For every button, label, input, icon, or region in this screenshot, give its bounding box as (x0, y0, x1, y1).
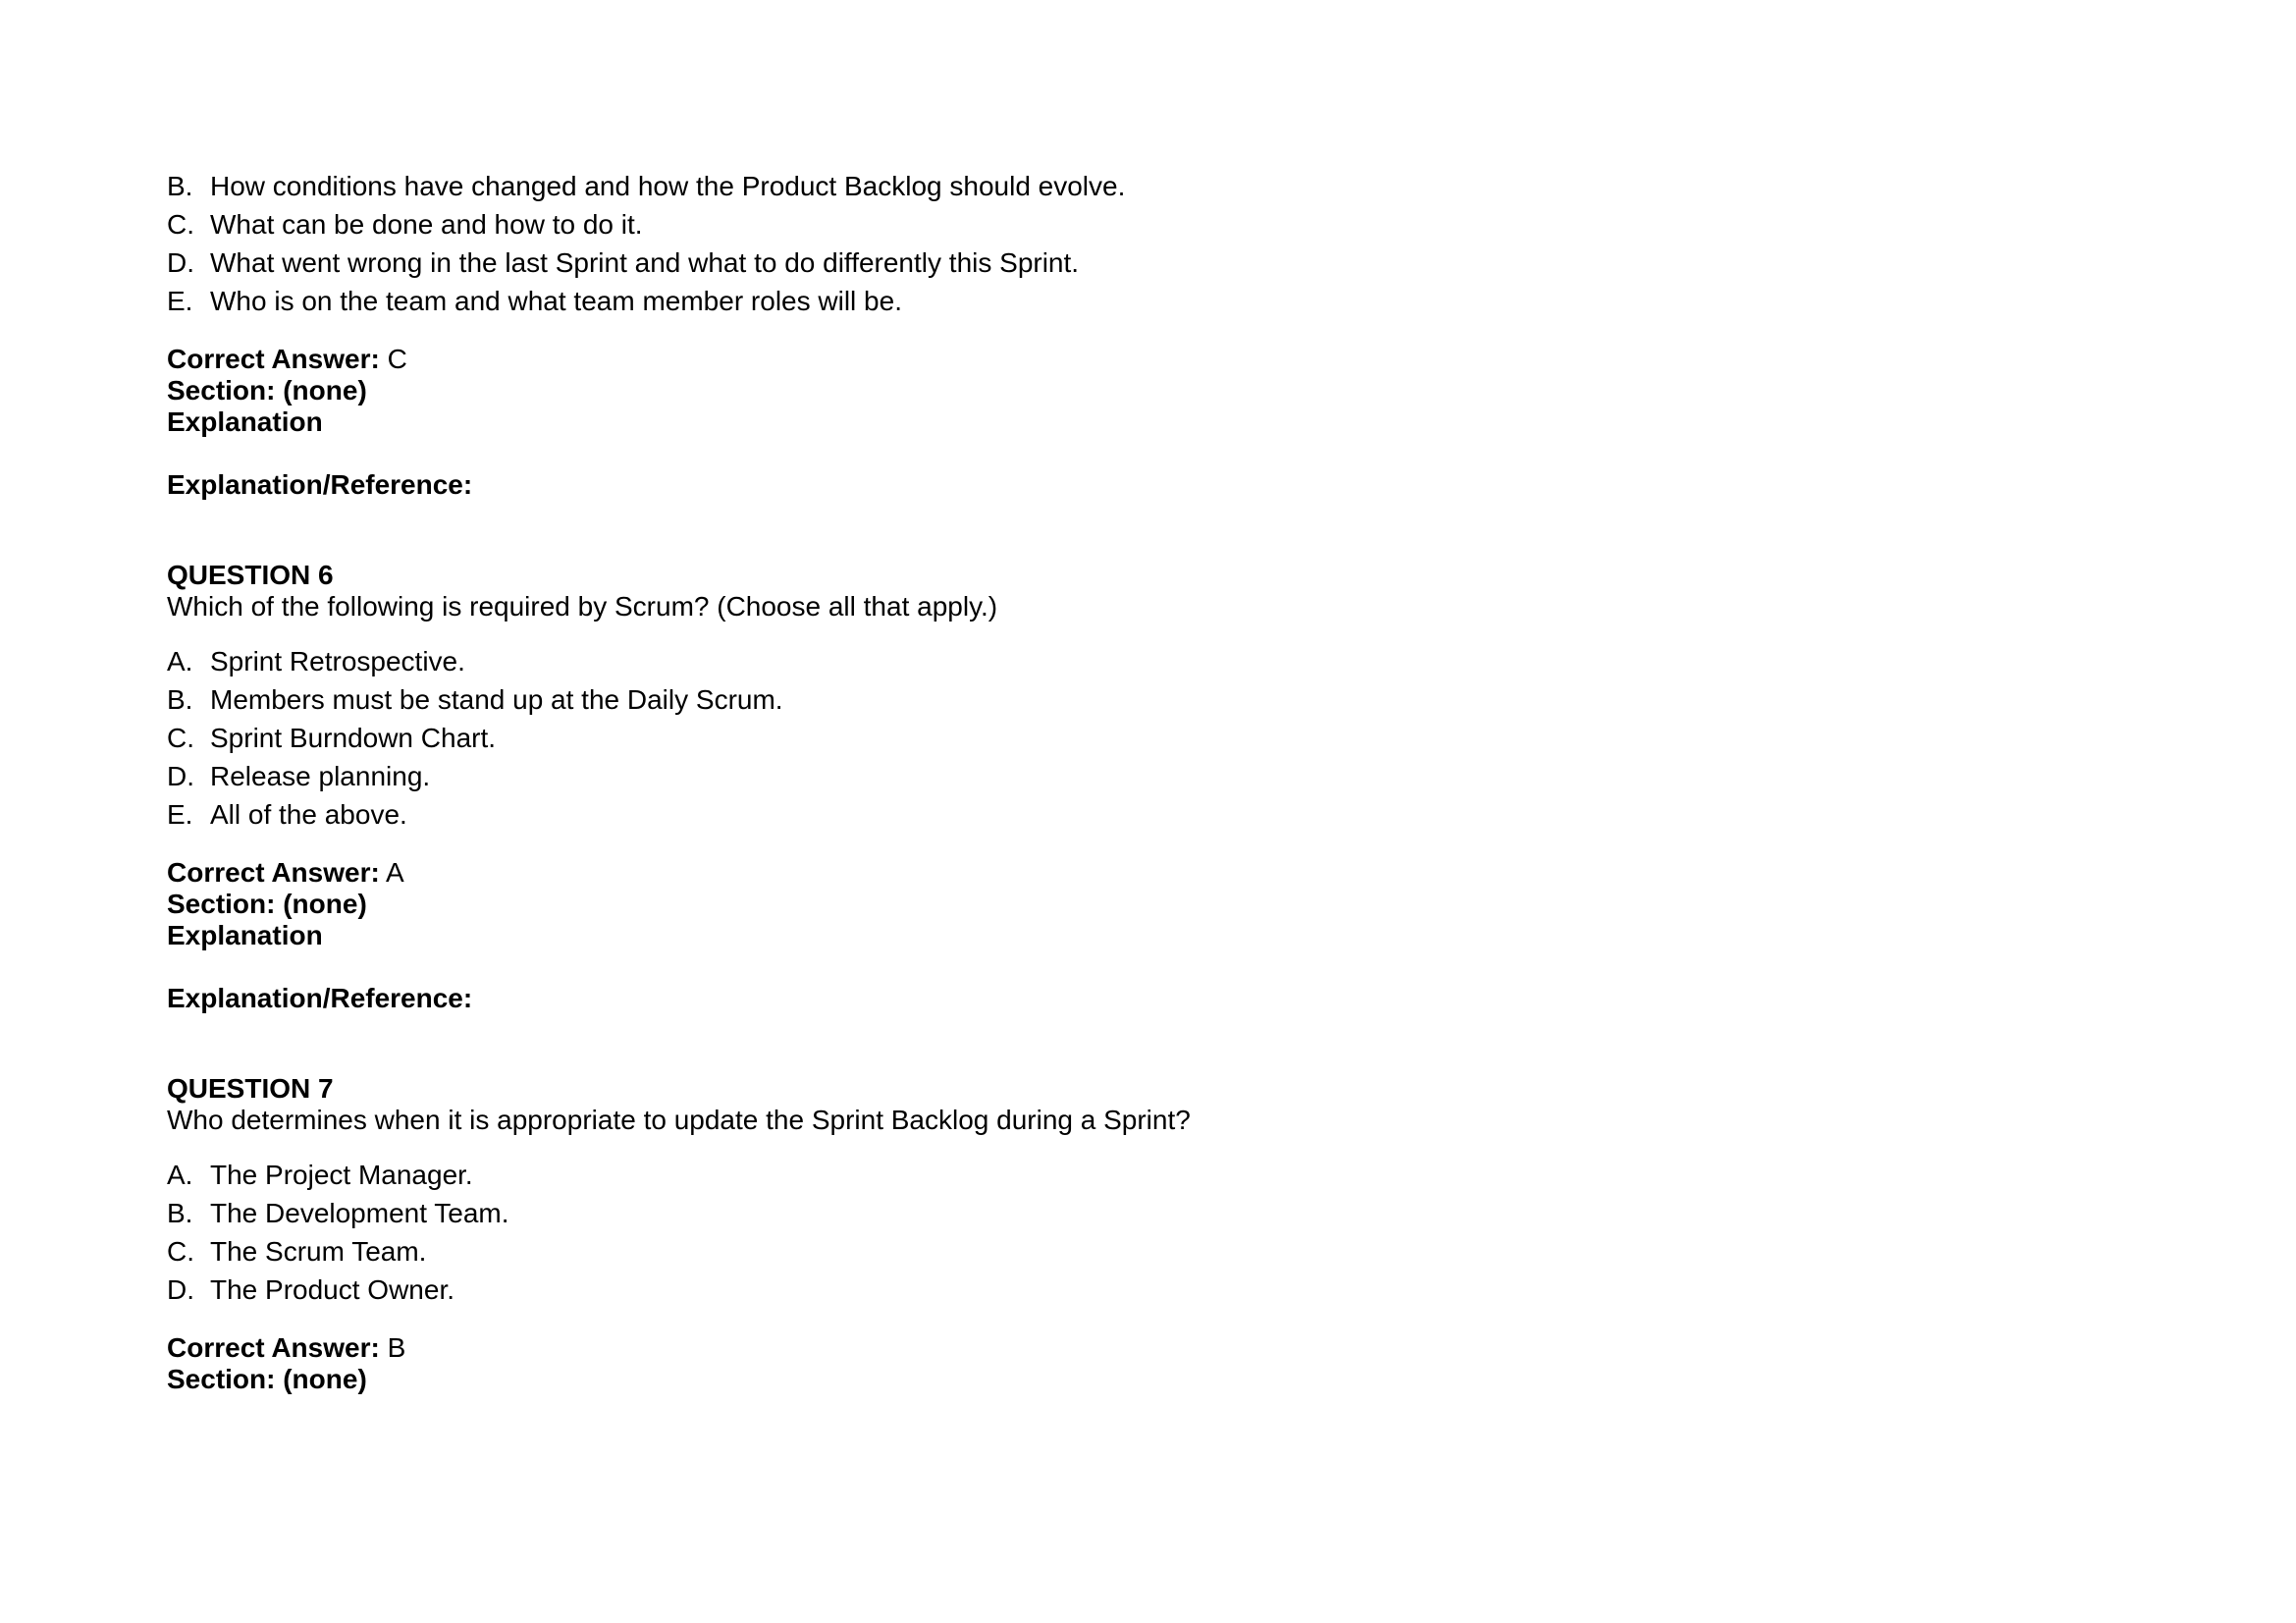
question-title: QUESTION 6 (167, 560, 334, 590)
question-options (167, 1156, 2130, 1309)
question-7 (167, 1073, 2130, 1395)
section-line: Section: (none) (167, 1364, 367, 1394)
option-letter: C. (167, 723, 194, 753)
option-text: Sprint Retrospective. (210, 646, 465, 676)
correct-answer-label: Correct Answer: (167, 1332, 380, 1363)
option-d (167, 243, 2130, 282)
section-line: Section: (none) (167, 375, 367, 406)
option-text: The Development Team. (210, 1198, 509, 1228)
correct-answer-value: A (386, 857, 404, 888)
option-letter: A. (167, 646, 193, 676)
option-letter: C. (167, 1236, 194, 1267)
section-line: Section: (none) (167, 889, 367, 919)
option-text: What can be done and how to do it. (210, 209, 643, 240)
correct-answer-line (167, 1332, 2130, 1364)
correct-answer-label: Correct Answer: (167, 344, 380, 374)
option-text: The Project Manager. (210, 1160, 473, 1190)
option-letter: C. (167, 209, 194, 240)
explanation-reference-heading: Explanation/Reference: (167, 983, 473, 1013)
prev-question-options (167, 167, 2130, 320)
option-text: Release planning. (210, 761, 431, 791)
option-e (167, 795, 2130, 834)
explanation-reference-heading: Explanation/Reference: (167, 469, 473, 500)
explanation-heading: Explanation (167, 920, 323, 950)
option-c (167, 205, 2130, 243)
option-letter: D. (167, 1274, 194, 1305)
question-options (167, 642, 2130, 834)
option-letter: D. (167, 761, 194, 791)
prev-question-answer-block (167, 344, 2130, 438)
option-letter: D. (167, 247, 194, 278)
question-title: QUESTION 7 (167, 1073, 334, 1104)
option-letter: B. (167, 1198, 193, 1228)
option-text: Who is on the team and what team member roles will be. (210, 286, 902, 316)
correct-answer-line (167, 344, 2130, 375)
question-text: Which of the following is required by Scrum? (Choose all that apply.) (167, 591, 998, 622)
question-text: Who determines when it is appropriate to update the Sprint Backlog during a Sprint? (167, 1105, 1191, 1135)
option-text: Members must be stand up at the Daily Scrum. (210, 684, 783, 715)
option-c (167, 1232, 2130, 1271)
option-letter: A. (167, 1160, 193, 1190)
option-text: Sprint Burndown Chart. (210, 723, 497, 753)
option-text: The Scrum Team. (210, 1236, 427, 1267)
option-letter: E. (167, 799, 193, 830)
correct-answer-label: Correct Answer: (167, 857, 380, 888)
question-6 (167, 560, 2130, 1014)
option-text: All of the above. (210, 799, 407, 830)
option-a (167, 642, 2130, 680)
question-answer-block (167, 857, 2130, 951)
option-text: What went wrong in the last Sprint and what to do differently this Sprint. (210, 247, 1080, 278)
correct-answer-value: B (387, 1332, 406, 1363)
explanation-heading: Explanation (167, 406, 323, 437)
question-answer-block (167, 1332, 2130, 1395)
option-e (167, 282, 2130, 320)
option-a (167, 1156, 2130, 1194)
option-text: How conditions have changed and how the Product Backlog should evolve. (210, 171, 1126, 201)
option-c (167, 719, 2130, 757)
option-letter: B. (167, 171, 193, 201)
option-letter: E. (167, 286, 193, 316)
option-b (167, 167, 2130, 205)
option-letter: B. (167, 684, 193, 715)
option-d (167, 757, 2130, 795)
correct-answer-line (167, 857, 2130, 889)
correct-answer-value: C (387, 344, 407, 374)
option-b (167, 1194, 2130, 1232)
option-d (167, 1271, 2130, 1309)
option-text: The Product Owner. (210, 1274, 455, 1305)
option-b (167, 680, 2130, 719)
document-page (167, 167, 2130, 1395)
